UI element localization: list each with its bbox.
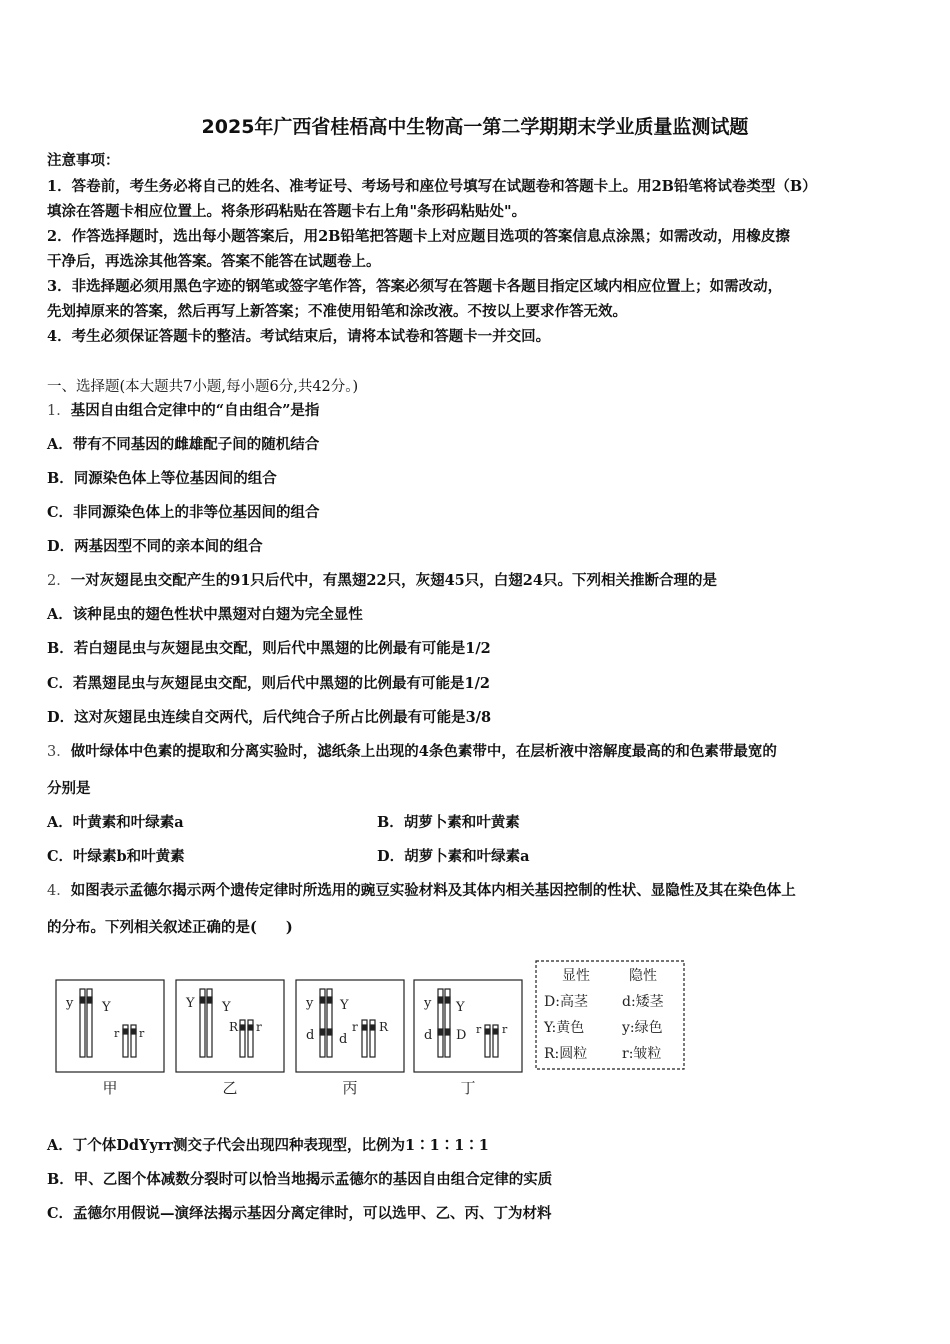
section-heading: 一、选择题(本大题共7小题,每小题6分,共42分。) [47,379,359,395]
question-number: 1． [47,403,71,419]
question-number: 4． [47,883,71,899]
gene-label: r [114,1027,120,1040]
genetics-figure [52,957,692,1102]
gene-label: y [66,996,74,1011]
notice-line: 先划掉原来的答案，然后再写上新答案；不准使用铅笔和涂改液。不按以上要求作答无效。 [47,303,627,320]
question-number: 3． [47,744,71,760]
gene-label: Y [186,996,195,1011]
notice-line: 3．非选择题必须用黑色字迹的钢笔或签字笔作答，答案必须写在答题卡各题目指定区域内相应位置上；如需改动， [47,278,783,295]
gene-label: Y [456,1000,465,1015]
option-b: B．若白翅昆虫与灰翅昆虫交配，则后代中黑翅的比例最有可能是1/2 [47,640,491,657]
gene-label: d [306,1028,315,1043]
gene-label: r [352,1020,358,1034]
question-4 [47,882,796,900]
gene-label: r [502,1023,508,1036]
gene-label: r [476,1023,482,1036]
legend-recessive: y:绿色 [622,1020,663,1036]
gene-label: r [256,1020,262,1034]
question-2 [47,572,717,590]
legend-recessive: d:矮茎 [622,994,664,1010]
legend-header-recessive: 隐性 [629,968,657,984]
option-b: B．同源染色体上等位基因间的组合 [47,470,277,487]
gene-label: d [339,1032,348,1047]
question-number: 2． [47,573,71,589]
notice-heading: 注意事项： [47,152,120,169]
option-c: C．若黑翅昆虫与灰翅昆虫交配，则后代中黑翅的比例最有可能是1/2 [47,675,491,692]
legend-dominant: Y:黄色 [544,1020,585,1036]
question-stem: 基因自由组合定律中的“自由组合”是指 [70,402,320,419]
gene-label: r [139,1027,145,1040]
panel-label: 丁 [460,1079,476,1097]
option-b: B．甲、乙图个体减数分裂时可以恰当地揭示孟德尔的基因自由组合定律的实质 [47,1171,553,1188]
option-a: A．带有不同基因的雌雄配子间的随机结合 [47,436,320,453]
panel-label: 甲 [102,1079,118,1097]
notice-line: 4．考生必须保证答题卡的整洁。考试结束后，请将本试卷和答题卡一并交回。 [47,328,551,345]
question-stem-continued: 的分布。下列相关叙述正确的是( ) [47,919,293,936]
notice-line: 2．作答选择题时，选出每小题答案后，用2B铅笔把答题卡上对应题目选项的答案信息点涂黑；如需改动，用橡皮擦 [47,228,790,245]
legend-dominant: D:高茎 [544,994,588,1010]
option-a: A．叶黄素和叶绿素a [47,814,184,831]
option-c: C．非同源染色体上的非等位基因间的组合 [47,504,320,521]
question-1 [47,402,319,420]
option-b: B．胡萝卜素和叶黄素 [377,814,520,831]
notice-line: 填涂在答题卡相应位置上。将条形码粘贴在答题卡右上角"条形码粘贴处"。 [47,203,527,220]
question-stem: 做叶绿体中色素的提取和分离实验时，滤纸条上出现的4条色素带中，在层析液中溶解度最高的和色素带最宽的 [70,743,777,760]
question-stem: 一对灰翅昆虫交配产生的91只后代中，有黑翅22只，灰翅45只，白翅24只。下列相关推断合理的是 [70,572,717,589]
notice-line: 干净后，再选涂其他答案。答案不能答在试题卷上。 [47,253,381,270]
panel-jia [56,980,164,1072]
gene-label: Y [340,998,349,1013]
gene-label: Y [222,1000,231,1015]
panel-label: 丙 [342,1079,358,1097]
option-c: C．叶绿素b和叶黄素 [47,848,185,865]
gene-label: R [379,1020,389,1034]
gene-label: d [424,1028,433,1043]
gene-label: y [424,996,432,1011]
option-c: C．孟德尔用假说—演绎法揭示基因分离定律时，可以选甲、乙、丙、丁为材料 [47,1205,552,1222]
option-a: A．该种昆虫的翅色性状中黑翅对白翅为完全显性 [47,606,363,623]
gene-label: Y [102,1000,111,1015]
question-stem-continued: 分别是 [47,780,91,797]
option-d: D．胡萝卜素和叶绿素a [377,848,530,865]
option-d: D．这对灰翅昆虫连续自交两代，后代纯合子所占比例最有可能是3/8 [47,709,492,726]
gene-label: D [456,1028,467,1043]
gene-label: y [306,996,314,1011]
legend-recessive: r:皱粒 [622,1046,662,1062]
option-a: A．丁个体DdYyrr测交子代会出现四种表现型，比例为1∶1∶1∶1 [47,1137,489,1154]
question-3 [47,743,777,761]
legend-dominant: R:圆粒 [544,1046,588,1062]
page-title: 2025年广西省桂梧高中生物高一第二学期期末学业质量监测试题 [201,116,749,138]
panel-label: 乙 [222,1079,238,1097]
option-d: D．两基因型不同的亲本间的组合 [47,538,263,555]
gene-label: R [229,1020,239,1034]
notice-line: 1．答卷前，考生务必将自己的姓名、准考证号、考场号和座位号填写在试题卷和答题卡上。用2B铅笔将试卷类型（B） [47,178,817,195]
legend-header-dominant: 显性 [562,968,590,984]
question-stem: 如图表示孟德尔揭示两个遗传定律时所选用的豌豆实验材料及其体内相关基因控制的性状、显隐性及其在染色体上 [70,882,796,899]
